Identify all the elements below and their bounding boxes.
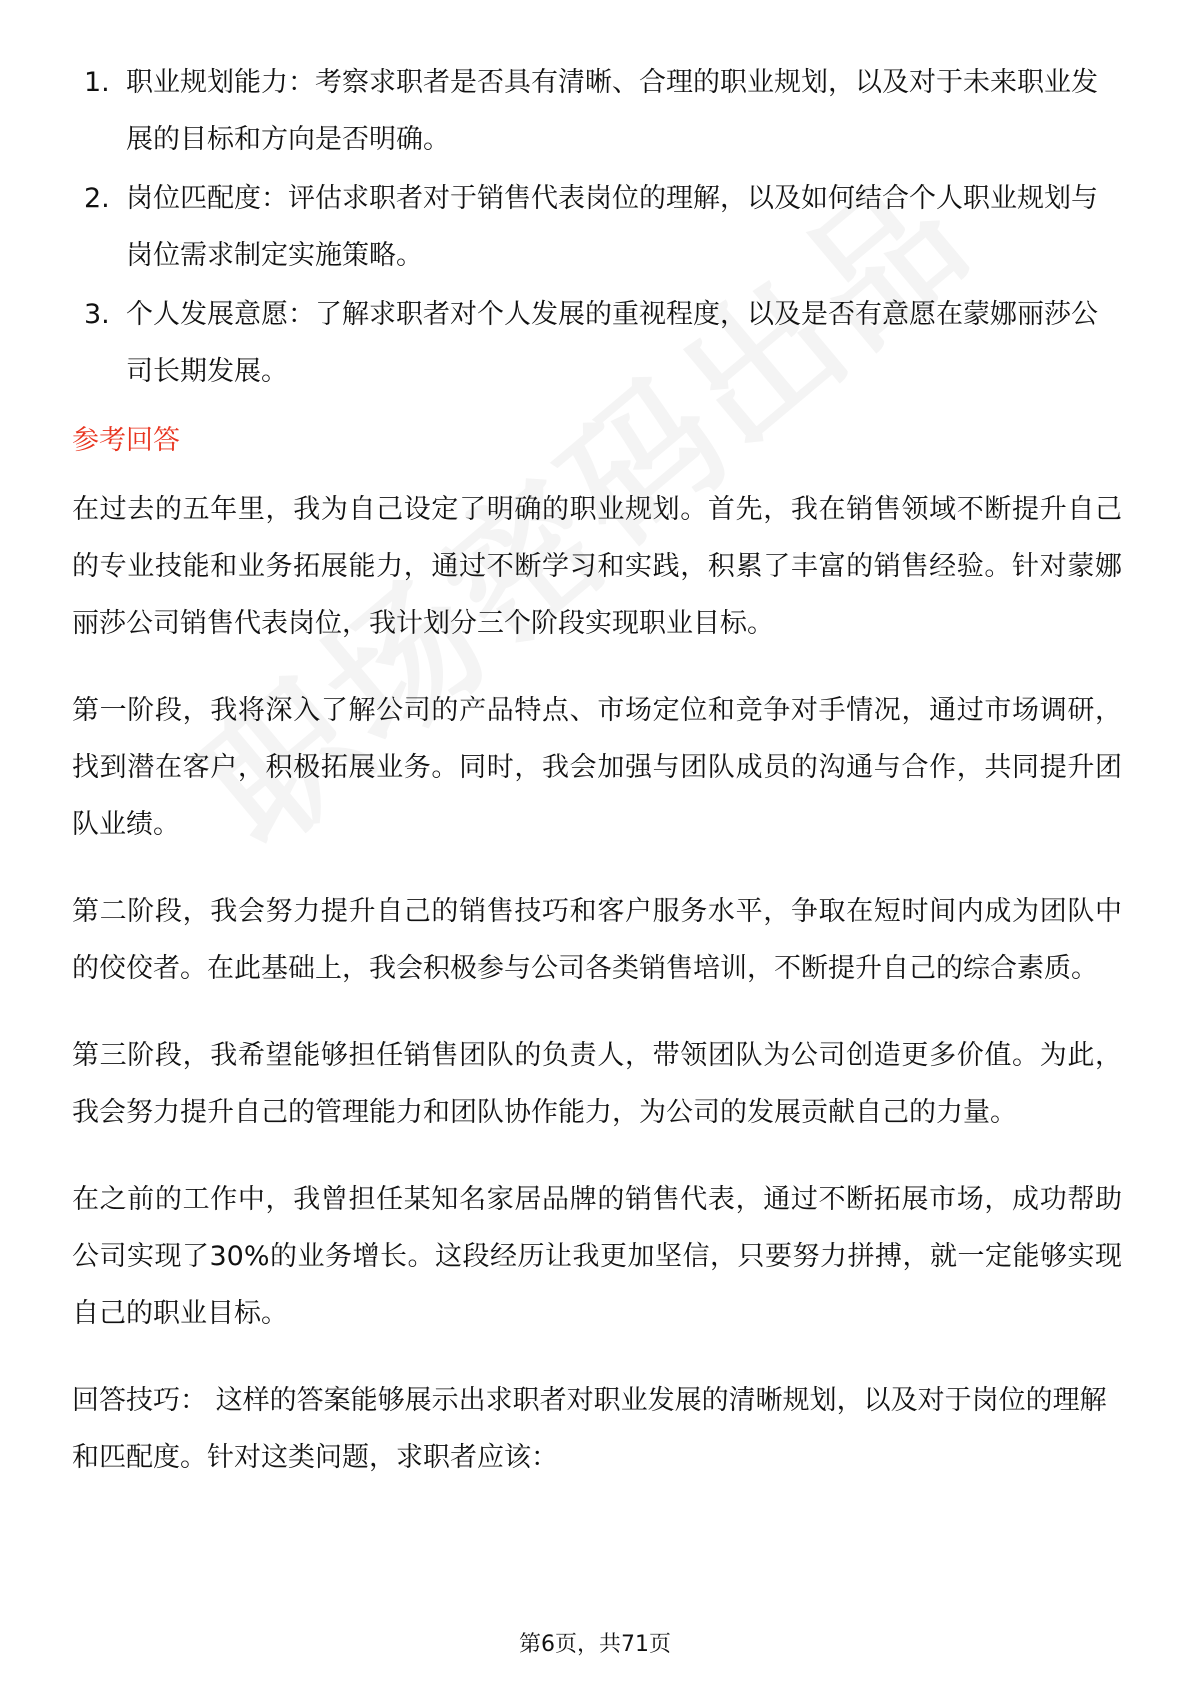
answer-paragraph: 在过去的五年里，我为自己设定了明确的职业规划。首先，我在销售领域不断提升自己的专业技能和业务拓展能力，通过不断学习和实践，积累了丰富的销售经验。针对蒙娜丽莎公司销售代表岗位，我计划分三个阶段实现职业目标。: [72, 494, 1122, 639]
criteria-text: 岗位匹配度：评估求职者对于销售代表岗位的理解，以及如何结合个人职业规划与岗位需求制定实施策略。: [126, 183, 1098, 271]
criteria-text: 职业规划能力：考察求职者是否具有清晰、合理的职业规划，以及对于未来职业发展的目标和方向是否明确。: [126, 67, 1098, 155]
criteria-number: 3.: [84, 299, 110, 330]
criteria-text: 个人发展意愿：了解求职者对个人发展的重视程度，以及是否有意愿在蒙娜丽莎公司长期发展。: [126, 299, 1098, 387]
criteria-number: 1.: [84, 67, 110, 98]
answer-paragraph: 第一阶段，我将深入了解公司的产品特点、市场定位和竞争对手情况，通过市场调研，找到潜在客户，积极拓展业务。同时，我会加强与团队成员的沟通与合作，共同提升团队业绩。: [72, 695, 1122, 840]
page-number: 第6页，共71页: [519, 1632, 671, 1657]
criteria-item: [72, 286, 1122, 400]
criteria-list: [72, 54, 1122, 400]
answer-paragraph: 第二阶段，我会努力提升自己的销售技巧和客户服务水平，争取在短时间内成为团队中的佼佼者。在此基础上，我会积极参与公司各类销售培训，不断提升自己的综合素质。: [72, 896, 1122, 984]
page-content: [72, 54, 1122, 1486]
criteria-number: 2.: [84, 183, 110, 214]
answer-paragraph: 第三阶段，我希望能够担任销售团队的负责人，带领团队为公司创造更多价值。为此，我会努力提升自己的管理能力和团队协作能力，为公司的发展贡献自己的力量。: [72, 1040, 1122, 1128]
section-title: 参考回答: [72, 425, 180, 456]
answer-paragraph: 在之前的工作中，我曾担任某知名家居品牌的销售代表，通过不断拓展市场，成功帮助公司实现了30%的业务增长。这段经历让我更加坚信，只要努力拼搏，就一定能够实现自己的职业目标。: [72, 1184, 1122, 1329]
criteria-item: [72, 54, 1122, 168]
criteria-item: [72, 170, 1122, 284]
answer-tips: 回答技巧： 这样的答案能够展示出求职者对职业发展的清晰规划，以及对于岗位的理解和匹配度。针对这类问题，求职者应该：: [72, 1385, 1107, 1473]
